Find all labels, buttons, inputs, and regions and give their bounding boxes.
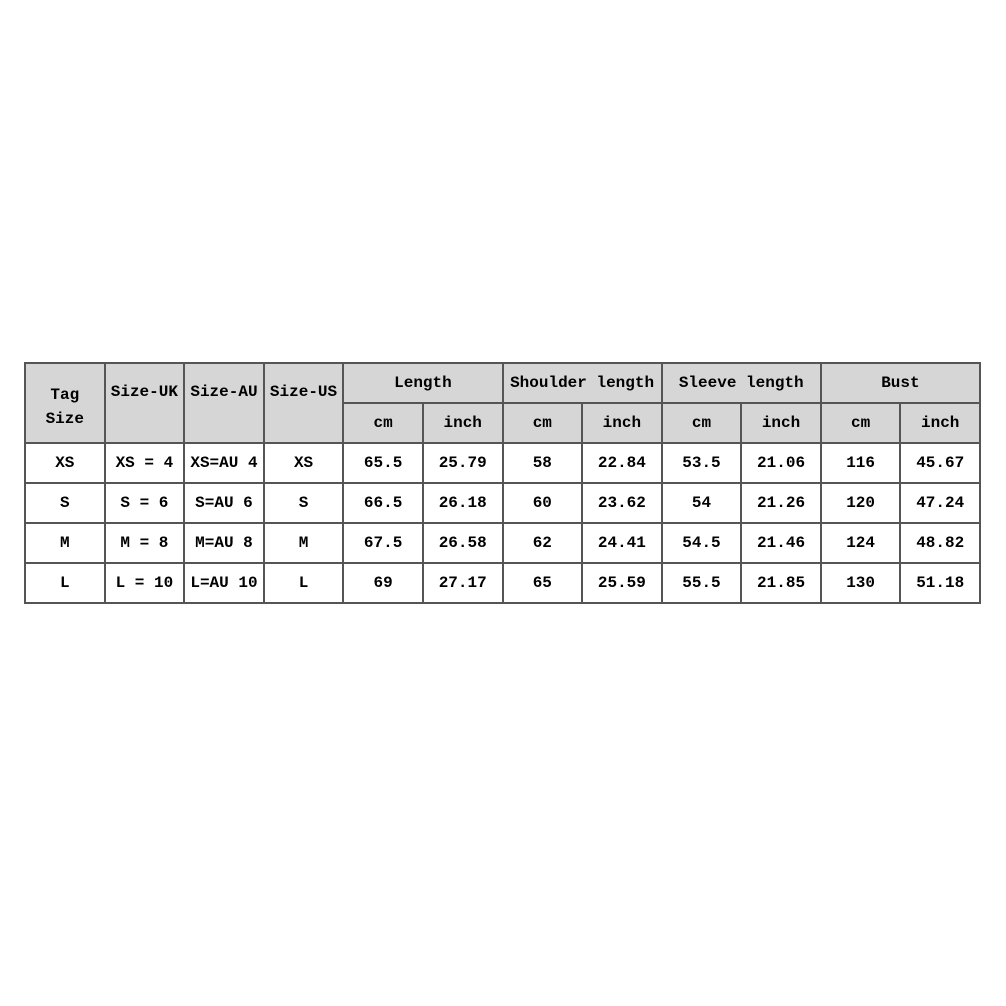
cell-row2-sleeve-cm: 54.5 bbox=[663, 524, 741, 562]
header-unit-bust-inch: inch bbox=[901, 404, 979, 442]
header-unit-shoulder-inch: inch bbox=[583, 404, 661, 442]
cell-row1-length-cm: 66.5 bbox=[344, 484, 422, 522]
cell-row0-shoulder-inch: 22.84 bbox=[583, 444, 661, 482]
cell-row1-size-uk: S = 6 bbox=[106, 484, 184, 522]
cell-row3-bust-cm: 130 bbox=[822, 564, 900, 602]
header-tag-size bbox=[26, 364, 104, 442]
cell-row0-size-au: XS=AU 4 bbox=[185, 444, 263, 482]
cell-row3-tag-size: L bbox=[26, 564, 104, 602]
cell-row3-shoulder-cm: 65 bbox=[504, 564, 582, 602]
cell-row2-length-inch: 26.58 bbox=[424, 524, 502, 562]
cell-row0-tag-size: XS bbox=[26, 444, 104, 482]
header-group-sleeve-length: Sleeve length bbox=[663, 364, 820, 402]
cell-row1-sleeve-cm: 54 bbox=[663, 484, 741, 522]
cell-row0-bust-cm: 116 bbox=[822, 444, 900, 482]
header-unit-shoulder-cm: cm bbox=[504, 404, 582, 442]
size-chart-table bbox=[24, 362, 981, 604]
header-unit-sleeve-inch: inch bbox=[742, 404, 820, 442]
cell-row1-size-au: S=AU 6 bbox=[185, 484, 263, 522]
header-group-shoulder-length: Shoulder length bbox=[504, 364, 661, 402]
cell-row0-shoulder-cm: 58 bbox=[504, 444, 582, 482]
cell-row0-sleeve-inch: 21.06 bbox=[742, 444, 820, 482]
cell-row2-sleeve-inch: 21.46 bbox=[742, 524, 820, 562]
cell-row2-size-au: M=AU 8 bbox=[185, 524, 263, 562]
cell-row1-size-us: S bbox=[265, 484, 343, 522]
cell-row1-length-inch: 26.18 bbox=[424, 484, 502, 522]
cell-row0-length-cm: 65.5 bbox=[344, 444, 422, 482]
cell-row2-bust-inch: 48.82 bbox=[901, 524, 979, 562]
header-tag-size-line2: Size bbox=[45, 410, 84, 428]
header-size-au: Size-AU bbox=[185, 364, 263, 442]
cell-row1-shoulder-cm: 60 bbox=[504, 484, 582, 522]
header-group-bust: Bust bbox=[822, 364, 979, 402]
cell-row1-tag-size: S bbox=[26, 484, 104, 522]
cell-row3-sleeve-inch: 21.85 bbox=[742, 564, 820, 602]
cell-row0-bust-inch: 45.67 bbox=[901, 444, 979, 482]
cell-row3-shoulder-inch: 25.59 bbox=[583, 564, 661, 602]
cell-row1-bust-cm: 120 bbox=[822, 484, 900, 522]
cell-row2-shoulder-inch: 24.41 bbox=[583, 524, 661, 562]
cell-row3-size-au: L=AU 10 bbox=[185, 564, 263, 602]
cell-row2-size-uk: M = 8 bbox=[106, 524, 184, 562]
header-unit-bust-cm: cm bbox=[822, 404, 900, 442]
cell-row3-size-us: L bbox=[265, 564, 343, 602]
cell-row1-sleeve-inch: 21.26 bbox=[742, 484, 820, 522]
cell-row0-sleeve-cm: 53.5 bbox=[663, 444, 741, 482]
cell-row3-length-inch: 27.17 bbox=[424, 564, 502, 602]
header-unit-length-cm: cm bbox=[344, 404, 422, 442]
cell-row2-length-cm: 67.5 bbox=[344, 524, 422, 562]
cell-row1-shoulder-inch: 23.62 bbox=[583, 484, 661, 522]
cell-row2-tag-size: M bbox=[26, 524, 104, 562]
cell-row3-size-uk: L = 10 bbox=[106, 564, 184, 602]
cell-row0-size-us: XS bbox=[265, 444, 343, 482]
cell-row3-bust-inch: 51.18 bbox=[901, 564, 979, 602]
header-group-length: Length bbox=[344, 364, 501, 402]
cell-row1-bust-inch: 47.24 bbox=[901, 484, 979, 522]
header-unit-sleeve-cm: cm bbox=[663, 404, 741, 442]
cell-row0-size-uk: XS = 4 bbox=[106, 444, 184, 482]
header-size-us: Size-US bbox=[265, 364, 343, 442]
cell-row2-shoulder-cm: 62 bbox=[504, 524, 582, 562]
cell-row3-length-cm: 69 bbox=[344, 564, 422, 602]
header-unit-length-inch: inch bbox=[424, 404, 502, 442]
header-size-uk: Size-UK bbox=[106, 364, 184, 442]
cell-row2-size-us: M bbox=[265, 524, 343, 562]
cell-row0-length-inch: 25.79 bbox=[424, 444, 502, 482]
header-tag-size-line1: Tag bbox=[50, 386, 80, 404]
cell-row3-sleeve-cm: 55.5 bbox=[663, 564, 741, 602]
cell-row2-bust-cm: 124 bbox=[822, 524, 900, 562]
